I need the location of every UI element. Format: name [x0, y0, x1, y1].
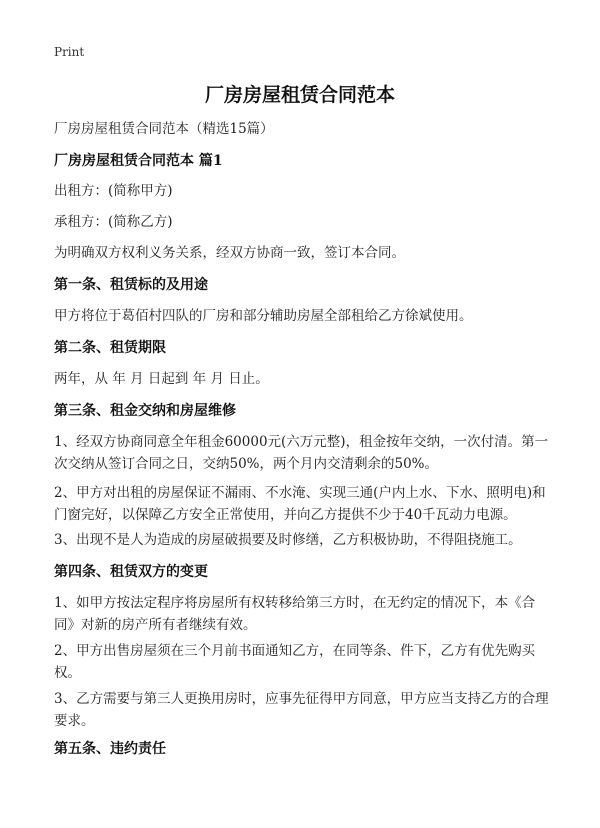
article2-heading: 第二条、租赁期限 [54, 340, 166, 356]
article4-item-2: 2、甲方出售房屋须在三个月前书面通知乙方，在同等条、件下，乙方有优先购买权。 [54, 643, 536, 681]
print-label: Print [54, 45, 85, 59]
article4-heading: 第四条、租赁双方的变更 [54, 564, 208, 580]
article3-heading: 第三条、租金交纳和房屋维修 [54, 403, 236, 419]
article3-item-1: 1、经双方协商同意全年租金60000元(六万元整)，租金按年交纳，一次付清。第一次交纳从签订合同之日，交纳50%，两个月内交清剩余的50%。 [54, 434, 549, 472]
article4-item-1: 1、如甲方按法定程序将房屋所有权转移给第三方时，在无约定的情况下，本《合同》对新的房产所有者继续有效。 [54, 595, 536, 633]
page-title: 厂房房屋租赁合同范本 [204, 84, 395, 106]
article3-item-2: 2、甲方对出租的房屋保证不漏雨、不水淹、实现三通(户内上水、下水、照明电)和门窗完好，以保障乙方安全正常使用，并向乙方提供不少于40千瓦动力电源。 [54, 485, 546, 523]
article5-heading: 第五条、违约责任 [54, 741, 166, 757]
section-heading: 厂房房屋租赁合同范本 篇1 [54, 153, 223, 169]
lessee-line: 承租方：(简称乙方) [54, 214, 173, 230]
lessor-line: 出租方：(简称甲方) [54, 183, 173, 199]
intro-paragraph: 为明确双方权利义务关系，经双方协商一致，签订本合同。 [54, 245, 405, 261]
subtitle: 厂房房屋租赁合同范本（精选15篇） [54, 121, 274, 137]
article1-heading: 第一条、租赁标的及用途 [54, 277, 208, 293]
article4-item-3: 3、乙方需要与第三人更换用房时，应事先征得甲方同意，甲方应当支持乙方的合理要求。 [54, 691, 549, 729]
article3-item-3: 3、出现不是人为造成的房屋破损要及时修缮，乙方积极协助，不得阻挠施工。 [54, 532, 522, 548]
article2-text: 两年，从 年 月 日起到 年 月 日止。 [54, 371, 269, 387]
article1-text: 甲方将位于葛佰村四队的厂房和部分辅助房屋全部租给乙方徐斌使用。 [54, 308, 473, 324]
